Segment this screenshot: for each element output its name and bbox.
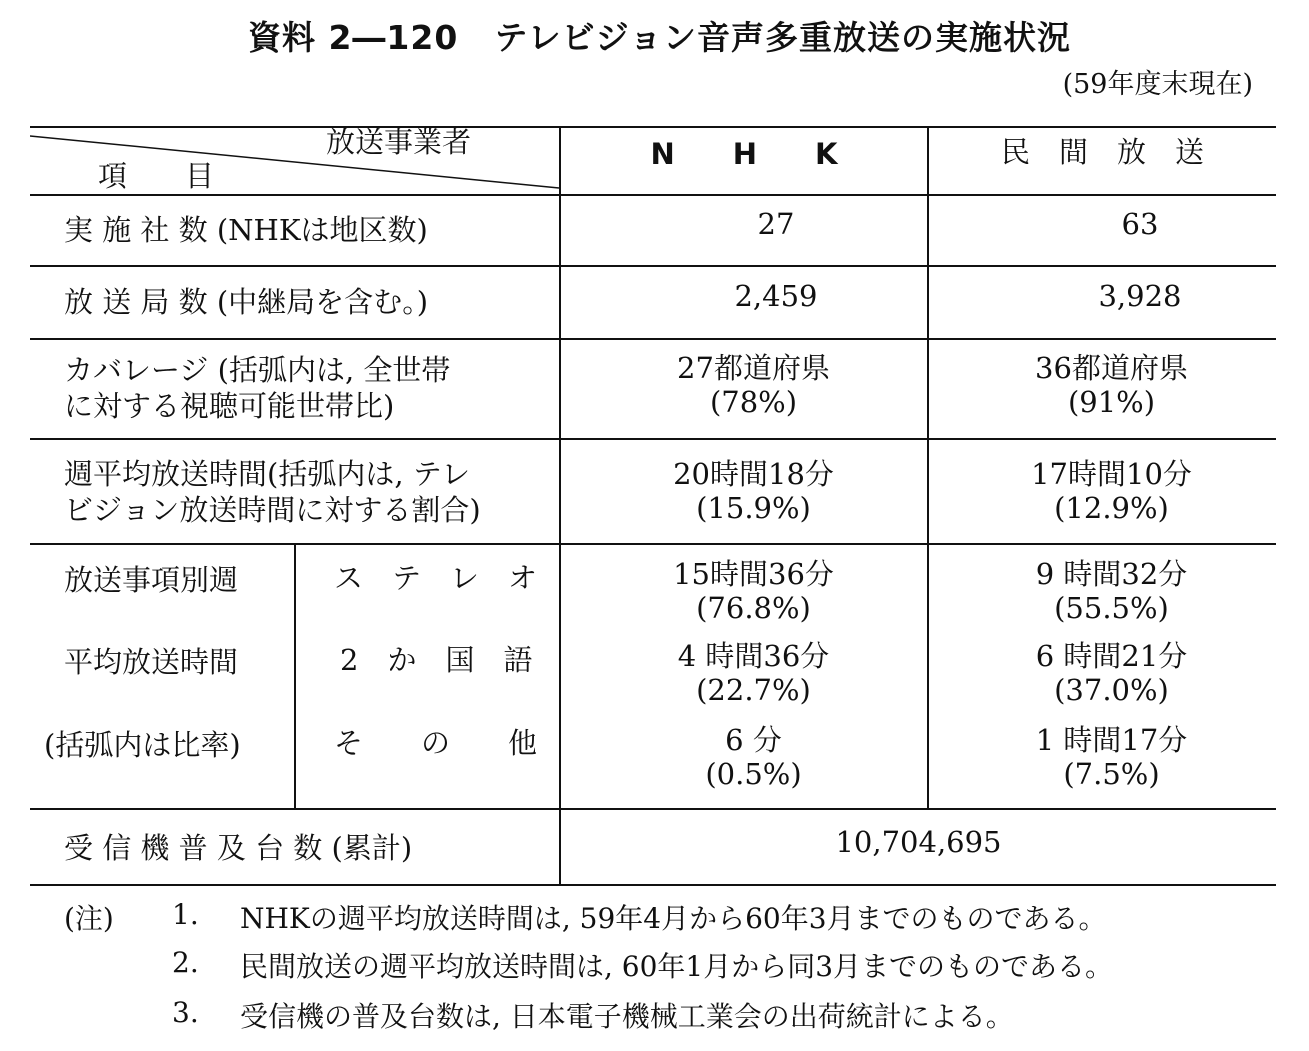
cell-nhk-weekly-1: 20時間18分 — [673, 457, 834, 491]
row-label-receivers: 受 信 機 普 及 台 数 (累計) — [64, 831, 413, 865]
row-label-bytype-2: 平均放送時間 — [64, 645, 239, 679]
subrow-label-stereo: ス テ レ オ — [334, 561, 538, 595]
row-label-weekly-1: 週平均放送時間(括弧内は, テレ — [64, 457, 471, 491]
subrow-divider — [294, 543, 296, 810]
row-rule — [30, 265, 1276, 267]
cell-nhk-coverage-1: 27都道府県 — [677, 351, 830, 385]
cell-private-bilingual-2: (37.0%) — [1054, 673, 1169, 707]
row-label-stations: 放 送 局 数 (中継局を含む。) — [64, 285, 429, 319]
header-nhk: N H K — [650, 137, 838, 171]
header-corner-provider: 放送事業者 — [326, 125, 472, 159]
cell-nhk-stations: 2,459 — [734, 279, 818, 313]
cell-nhk-companies: 27 — [757, 207, 795, 241]
cell-private-coverage-2: (91%) — [1067, 385, 1156, 419]
subrow-label-bilingual: 2 か 国 語 — [340, 643, 533, 677]
row-rule — [30, 808, 1276, 810]
row-rule — [30, 543, 1276, 545]
cell-nhk-bilingual-1: 4 時間36分 — [677, 639, 830, 673]
cell-private-weekly-1: 17時間10分 — [1031, 457, 1192, 491]
cell-nhk-stereo-2: (76.8%) — [696, 591, 811, 625]
header-private: 民 間 放 送 — [1000, 135, 1204, 169]
cell-nhk-bilingual-2: (22.7%) — [696, 673, 811, 707]
page-title — [0, 12, 1309, 59]
cell-nhk-weekly-2: (15.9%) — [696, 491, 811, 525]
cell-nhk-coverage-2: (78%) — [709, 385, 798, 419]
note-text: 民間放送の週平均放送時間は, 60年1月から同3月までのものである。 — [240, 950, 1114, 983]
cell-private-coverage-1: 36都道府県 — [1035, 351, 1188, 385]
cell-private-companies: 63 — [1121, 207, 1159, 241]
cell-private-other-2: (7.5%) — [1063, 757, 1160, 791]
row-label-coverage-2: に対する視聴可能世帯比) — [64, 389, 395, 423]
row-rule — [30, 438, 1276, 440]
as-of-date: (59年度末現在) — [1062, 69, 1253, 100]
row-rule — [30, 338, 1276, 340]
header-corner-item: 項 目 — [98, 159, 215, 193]
note-number: 3. — [172, 996, 199, 1029]
cell-nhk-stereo-1: 15時間36分 — [673, 557, 834, 591]
cell-private-weekly-2: (12.9%) — [1054, 491, 1169, 525]
row-label-companies: 実 施 社 数 (NHKは地区数) — [64, 213, 428, 247]
row-label-weekly-2: ビジョン放送時間に対する割合) — [64, 493, 481, 527]
notes-prefix: (注) — [64, 902, 114, 935]
cell-private-bilingual-1: 6 時間21分 — [1035, 639, 1188, 673]
row-label-bytype-3: (括弧内は比率) — [44, 728, 241, 762]
note-number: 1. — [172, 898, 199, 931]
cell-nhk-other-1: 6 分 — [725, 723, 782, 757]
cell-private-stereo-2: (55.5%) — [1054, 591, 1169, 625]
cell-private-stations: 3,928 — [1098, 279, 1182, 313]
row-label-bytype-1: 放送事項別週 — [64, 563, 239, 597]
cell-receivers-total: 10,704,695 — [835, 825, 1002, 859]
title-code: 資料 2―120 — [247, 18, 459, 57]
title-text: テレビジョン音声多重放送の実施状況 — [494, 18, 1072, 57]
cell-nhk-other-2: (0.5%) — [705, 757, 802, 791]
note-text: NHKの週平均放送時間は, 59年4月から60年3月までのものである。 — [240, 902, 1107, 935]
note-text: 受信機の普及台数は, 日本電子機械工業会の出荷統計による。 — [240, 1000, 1014, 1033]
row-label-coverage-1: カバレージ (括弧内は, 全世帯 — [64, 353, 451, 387]
table-bottom-rule — [30, 884, 1276, 886]
subrow-label-other: そ の 他 — [334, 726, 538, 760]
cell-private-stereo-1: 9 時間32分 — [1035, 557, 1188, 591]
cell-private-other-1: 1 時間17分 — [1035, 723, 1188, 757]
note-number: 2. — [172, 946, 199, 979]
